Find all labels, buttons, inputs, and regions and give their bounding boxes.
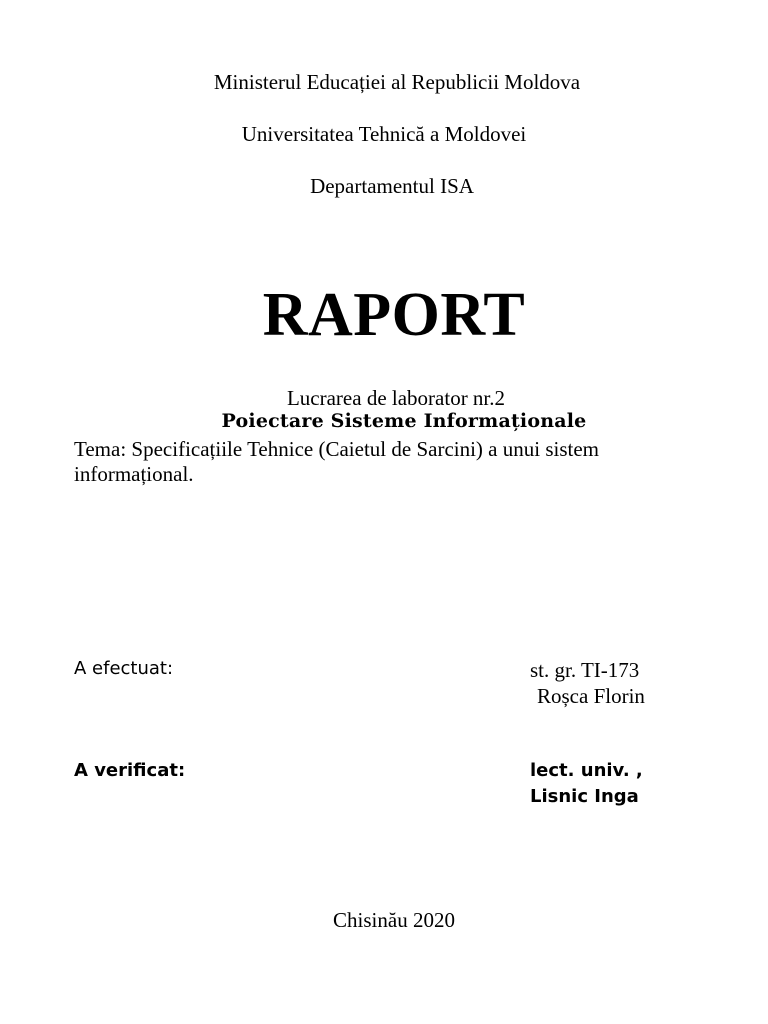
student-name: Roșca Florin <box>537 684 645 708</box>
ministry-name: Ministerul Educației al Republicii Moldova <box>213 70 581 94</box>
student-group: st. gr. TI-173 <box>530 658 640 682</box>
performed-label: A efectuat: <box>74 658 174 679</box>
university-name: Universitatea Tehnică a Moldovei <box>241 122 527 146</box>
lab-theme: Tema: Specificațiile Tehnice (Caietul de Sarcini) a unui sistem informațional. <box>74 437 599 486</box>
teacher-rank: lect. univ. , <box>530 760 643 781</box>
department-name: Departamentul ISA <box>310 174 474 198</box>
lab-number: Lucrarea de laborator nr.2 <box>286 386 506 410</box>
teacher-name: Lisnic Inga <box>530 786 639 807</box>
discipline-name: Poiectare Sisteme Informaționale <box>221 410 587 432</box>
city-year: Chisinău 2020 <box>333 908 455 932</box>
report-title: RAPORT <box>262 281 526 349</box>
verified-label: A verificat: <box>74 760 186 781</box>
